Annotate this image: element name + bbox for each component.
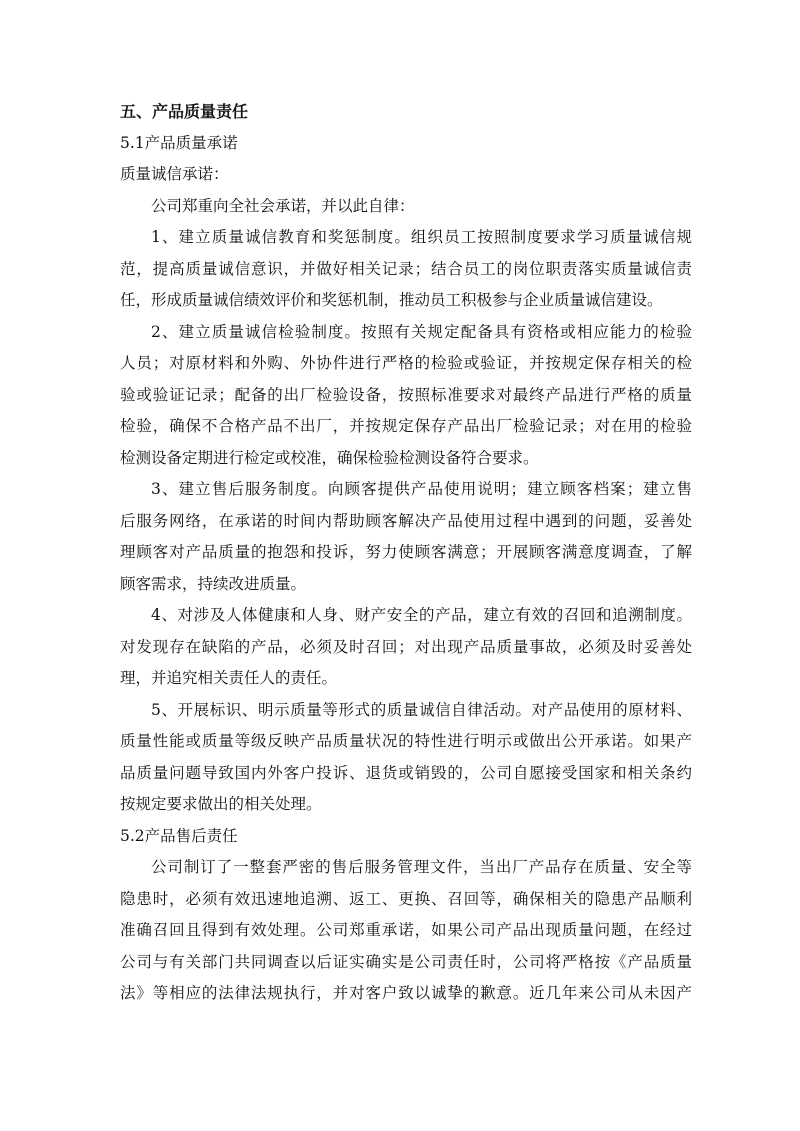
paragraph-line: 按规定要求做出的相关处理。 <box>120 795 322 813</box>
paragraph-line: 质量性能或质量等级反映产品质量状况的特性进行明示或做出公开承诺。如果产 <box>120 732 692 750</box>
lead-quality-integrity-commitment: 质量诚信承诺： <box>120 165 229 183</box>
subsection-title-quality-commitment: 5.1产品质量承诺 <box>120 133 238 152</box>
paragraph-line: 3、建立售后服务制度。向顾客提供产品使用说明；建立顾客档案；建立售 <box>151 480 692 498</box>
paragraph-line: 后服务网络，在承诺的时间内帮助顾客解决产品使用过程中遇到的问题，妥善处 <box>120 511 692 530</box>
paragraph-line: 准确召回且得到有效处理。公司郑重承诺，如果公司产品出现质量问题，在经过 <box>120 921 692 939</box>
section-title: 五、产品质量责任 <box>120 102 249 121</box>
paragraph-intro <box>120 191 692 223</box>
paragraph-item-3 <box>120 474 692 600</box>
paragraph-line: 检测设备定期进行检定或校准，确保检验检测设备符合要求。 <box>120 448 539 467</box>
paragraph-line: 对发现存在缺陷的产品，必须及时召回；对出现产品质量事故，必须及时妥善处 <box>120 637 692 656</box>
paragraph-line: 理顾客对产品质量的抱怨和投诉，努力使顾客满意；开展顾客满意度调查，了解 <box>120 543 692 561</box>
paragraph-line: 隐患时，必须有效迅速地追溯、返工、更换、召回等，确保相关的隐患产品顺利 <box>120 889 692 908</box>
paragraph-item-2 <box>120 317 692 475</box>
document-page <box>120 96 692 1010</box>
subsection-title-after-sales: 5.2产品售后责任 <box>120 826 238 845</box>
paragraph-line: 4、对涉及人体健康和人身、财产安全的产品，建立有效的召回和追溯制度。 <box>151 606 692 624</box>
paragraph-line: 任，形成质量诚信绩效评价和奖惩机制，推动员工积极参与企业质量诚信建设。 <box>120 291 663 309</box>
paragraph-line: 1、建立质量诚信教育和奖惩制度。组织员工按照制度要求学习质量诚信规 <box>151 228 692 246</box>
paragraph-line: 理，并追究相关责任人的责任。 <box>120 669 338 687</box>
paragraph-item-1 <box>120 222 692 317</box>
paragraph-item-4 <box>120 600 692 695</box>
paragraph-line: 5、开展标识、明示质量等形式的质量诚信自律活动。对产品使用的原材料、 <box>151 700 692 719</box>
paragraph-line: 顾客需求，持续改进质量。 <box>120 574 307 593</box>
paragraph-line: 检验，确保不合格产品不出厂，并按规定保存产品出厂检验记录；对在用的检验 <box>120 417 692 435</box>
paragraph-line: 验或验证记录；配备的出厂检验设备，按照标准要求对最终产品进行严格的质量 <box>120 385 692 404</box>
paragraph-line: 法》等相应的法律法规执行，并对客户致以诚挚的歉意。近几年来公司从未因产 <box>120 984 692 1002</box>
paragraph-item-5 <box>120 695 692 821</box>
paragraph-line: 人员；对原材料和外购、外协件进行严格的检验或验证，并按规定保存相关的检 <box>120 354 692 372</box>
paragraph-after-sales <box>120 852 692 1010</box>
paragraph-line: 品质量问题导致国内外客户投诉、退货或销毁的，公司自愿接受国家和相关条约 <box>120 763 692 782</box>
paragraph-line: 公司郑重向全社会承诺，并以此自律： <box>151 196 415 215</box>
paragraph-line: 公司制订了一整套严密的售后服务管理文件，当出厂产品存在质量、安全等 <box>151 858 692 876</box>
paragraph-line: 公司与有关部门共同调查以后证实确实是公司责任时，公司将严格按《产品质量 <box>120 952 692 971</box>
paragraph-line: 2、建立质量诚信检验制度。按照有关规定配备具有资格或相应能力的检验 <box>151 322 692 341</box>
paragraph-line: 范，提高质量诚信意识，并做好相关记录；结合员工的岗位职责落实质量诚信责 <box>120 259 692 278</box>
